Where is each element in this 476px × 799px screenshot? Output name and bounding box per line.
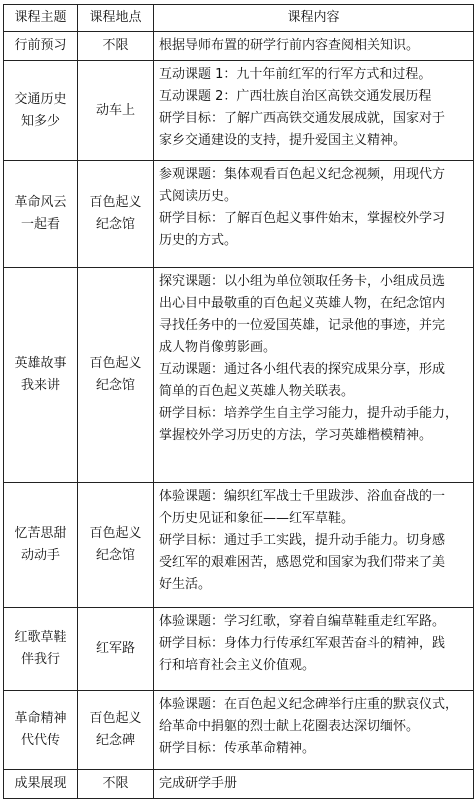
table-row — [4, 483, 474, 608]
course-theme-line: 知多少 — [20, 113, 60, 129]
course-content-line: 体验课题：编织红军战士千里跋涉、浴血奋战的一 — [159, 489, 446, 504]
course-theme-line: 一起看 — [20, 217, 60, 232]
course-content-line: 研学目标：了解百色起义事件始末，掌握校外学习 — [159, 211, 446, 226]
course-content-cell — [154, 483, 474, 608]
course-location-line: 百色起义 — [89, 711, 142, 726]
course-theme-line: 交通历史 — [14, 91, 67, 107]
course-content-line: 研学目标：了解广西高铁交通发展成就，国家对于 — [159, 111, 446, 126]
table-row — [4, 61, 474, 161]
course-theme-line: 成果展现 — [14, 776, 67, 791]
header-location: 课程地点 — [78, 5, 154, 32]
table-row — [4, 32, 474, 61]
course-location-line: 纪念馆 — [95, 548, 135, 563]
table-row — [4, 691, 474, 770]
course-theme-line: 我来讲 — [20, 378, 60, 393]
course-content-line: 研学目标：传承革命精神。 — [159, 741, 316, 756]
table-body — [4, 32, 474, 799]
course-content-cell — [154, 61, 474, 161]
course-theme-cell — [4, 483, 78, 608]
course-content-line: 互动课题 2：广西壮族自治区高铁交通发展历程 — [159, 89, 432, 104]
table-header-row — [4, 5, 474, 32]
course-content-line: 寻找任务中的一位爱国英雄，记录他的事迹，并完 — [159, 318, 446, 333]
course-content-line: 互动课题：通过各小组代表的探究成果分享，形成 — [159, 362, 446, 377]
course-location-line: 纪念碑 — [95, 733, 135, 748]
course-location-line: 红军路 — [95, 641, 135, 656]
course-content-line: 行和培育社会主义价值观。 — [159, 658, 316, 673]
course-location-cell — [78, 161, 154, 268]
course-theme-line: 革命精神 — [14, 711, 67, 726]
course-location-line: 百色起义 — [89, 526, 142, 541]
course-content-cell — [154, 32, 474, 61]
course-content-cell — [154, 608, 474, 691]
table-row — [4, 770, 474, 799]
course-location-line: 不限 — [102, 38, 129, 53]
course-content-cell — [154, 268, 474, 483]
course-theme-cell — [4, 161, 78, 268]
course-location-line: 不限 — [102, 776, 129, 791]
course-content-line: 研学目标：通过手工实践，提升动手能力。切身感 — [159, 533, 446, 548]
course-content-line: 研学目标：培养学生自主学习能力，提升动手能力， — [159, 406, 459, 421]
course-location-line: 百色起义 — [89, 356, 142, 371]
course-theme-line: 英雄故事 — [14, 356, 67, 371]
course-location-cell — [78, 61, 154, 161]
course-theme-line: 红歌草鞋 — [14, 630, 67, 645]
course-location-cell — [78, 32, 154, 61]
course-theme-line: 革命风云 — [14, 195, 67, 210]
course-theme-line: 行前预习 — [14, 38, 67, 53]
course-location-line: 纪念馆 — [95, 378, 135, 393]
course-location-line: 纪念馆 — [95, 217, 135, 232]
course-theme-line: 忆苦思甜 — [14, 526, 67, 541]
course-content-line: 参观课题：集体观看百色起义纪念视频，用现代方 — [159, 167, 446, 182]
course-content-line: 互动课题 1：九十年前红军的行军方式和过程。 — [159, 67, 432, 82]
course-theme-line: 动动手 — [20, 548, 60, 563]
course-content-line: 个历史见证和象征——红军草鞋。 — [159, 511, 355, 526]
curriculum-table — [3, 4, 474, 799]
course-location-cell — [78, 770, 154, 799]
course-content-line: 简单的百色起义英雄人物关联表。 — [159, 384, 355, 399]
course-theme-line: 伴我行 — [20, 652, 60, 667]
table-row — [4, 608, 474, 691]
course-content-line: 出心目中最敬重的百色起义英雄人物，在纪念馆内 — [159, 296, 446, 311]
course-content-cell — [154, 161, 474, 268]
table-row — [4, 268, 474, 483]
course-theme-cell — [4, 268, 78, 483]
course-theme-cell — [4, 691, 78, 770]
course-theme-cell — [4, 770, 78, 799]
course-location-cell — [78, 483, 154, 608]
course-content-line: 体验课题：在百色起义纪念碑举行庄重的默哀仪式， — [159, 697, 459, 712]
course-content-line: 完成研学手册 — [159, 776, 238, 791]
course-content-line: 受红军的艰难困苦，感恩党和国家为我们带来了美 — [159, 555, 446, 570]
course-location-cell — [78, 608, 154, 691]
course-content-line: 家乡交通建设的支持，提升爱国主义精神。 — [159, 133, 407, 148]
course-location-cell — [78, 268, 154, 483]
course-location-line: 百色起义 — [89, 195, 142, 210]
course-location-cell — [78, 691, 154, 770]
course-content-line: 掌握校外学习历史的方法，学习英雄楷模精神。 — [159, 428, 433, 443]
course-content-line: 体验课题：学习红歌，穿着自编草鞋重走红军路。 — [159, 614, 446, 629]
course-content-cell — [154, 770, 474, 799]
header-content: 课程内容 — [154, 5, 474, 32]
table-row — [4, 161, 474, 268]
course-content-line: 根据导师布置的研学行前内容查阅相关知识。 — [159, 38, 420, 53]
course-theme-cell — [4, 61, 78, 161]
course-content-line: 成人物肖像剪影画。 — [159, 340, 277, 355]
course-content-line: 好生活。 — [159, 577, 212, 592]
course-content-line: 研学目标：身体力行传承红军艰苦奋斗的精神，践 — [159, 636, 446, 651]
course-location-line: 动车上 — [95, 102, 135, 118]
course-theme-cell — [4, 608, 78, 691]
header-theme: 课程主题 — [4, 5, 78, 32]
course-theme-cell — [4, 32, 78, 61]
course-content-line: 式阅读历史。 — [159, 189, 238, 204]
course-content-line: 探究课题：以小组为单位领取任务卡，小组成员选 — [159, 274, 446, 289]
course-content-line: 历史的方式。 — [159, 233, 238, 248]
course-content-cell — [154, 691, 474, 770]
course-content-line: 给革命中捐躯的烈士献上花圈表达深切缅怀。 — [159, 719, 420, 734]
course-theme-line: 代代传 — [20, 733, 60, 748]
